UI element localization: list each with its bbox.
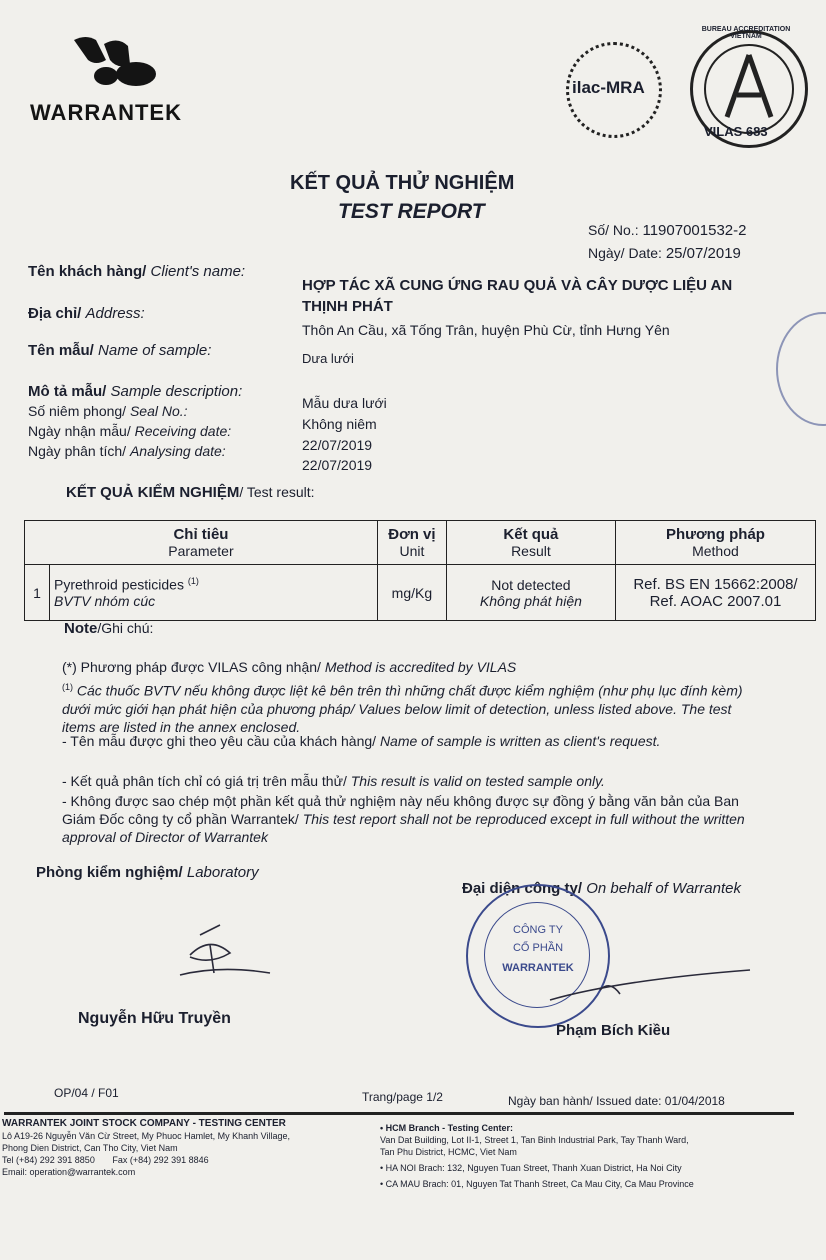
field-value-receiving: 22/07/2019 xyxy=(302,437,373,453)
lab-signature-icon xyxy=(150,915,290,995)
result-heading-en: / Test result: xyxy=(239,484,315,500)
note-5: - Không được sao chép một phần kết quả thử nghiệm này nếu không được sự đồng ý bằng văn bản của Ban Giám Đốc công ty cổ phần Warrantek/ This test report shall not be reproduced except in full without the written approval of Director of Warrantek xyxy=(62,793,745,845)
notes-heading-en: /Ghi chú: xyxy=(97,620,154,636)
header-result: Kết quả Result xyxy=(446,521,615,565)
notes-heading-vn: Note xyxy=(64,620,98,637)
footer-branches: • HCM Branch - Testing Center: Van Dat Building, Lot II-1, Street 1, Tan Binh Industrial Park, Tay Thanh Ward, Tan Phu District, HCMC, Viet Nam • HA NOI Brach: 132, Nguyen Tuan Street, Thanh Xuan District, Ha Noi City • CA MAU Brach: 01, Nguyen Tat Thanh Street, Ca Mau City, Ca Mau Province xyxy=(380,1123,694,1189)
notes-heading xyxy=(64,620,153,637)
field-label-analysing: Ngày phân tích/ Analysing date: xyxy=(28,443,226,459)
report-number-label: Số/ No.: xyxy=(588,222,639,238)
field-label-client: Tên khách hàng/ Client's name: xyxy=(28,263,246,280)
note-3: - Tên mẫu được ghi theo yêu cầu của khách hàng/ Name of sample is written as client's request. xyxy=(62,733,661,749)
field-value-seal: Không niêm xyxy=(302,416,377,432)
rep-label: Đại diện công ty/ On behalf of Warrantek xyxy=(462,880,741,897)
header-unit: Đơn vị Unit xyxy=(377,521,446,565)
rep-signer-name: Phạm Bích Kiều xyxy=(556,1022,671,1039)
field-label-address: Địa chỉ/ Address: xyxy=(28,305,145,322)
result-heading xyxy=(66,484,315,501)
page-number: Trang/page 1/2 xyxy=(362,1090,443,1104)
footer-rule xyxy=(4,1112,794,1115)
field-value-client: HỢP TÁC XÃ CUNG ỨNG RAU QUẢ VÀ CÂY DƯỢC LIỆU AN xyxy=(302,277,733,294)
row-number: 1 xyxy=(25,565,50,621)
row-method: Ref. BS EN 15662:2008/ Ref. AOAC 2007.01 xyxy=(615,565,815,621)
field-label-receiving: Ngày nhận mẫu/ Receiving date: xyxy=(28,423,232,439)
report-number xyxy=(588,222,746,239)
field-value-address: Thôn An Cầu, xã Tống Trân, huyện Phù Cừ, tỉnh Hưng Yên xyxy=(302,322,670,338)
header-method: Phương pháp Method xyxy=(615,521,815,565)
ilac-mra-text: ilac-MRA xyxy=(572,78,645,97)
form-code: OP/04 / F01 xyxy=(54,1086,119,1100)
footer-company: WARRANTEK JOINT STOCK COMPANY - TESTING CENTER Lô A19-26 Nguyễn Văn Cừ Street, My Phuoc Hamlet, My Khanh Village, Phong Dien District, Can Tho City, Viet Nam Tel (+84) 292 391 8850 Fax (+84) 292 391 8846 Email: operation@warrantek.com xyxy=(2,1118,291,1177)
rep-signature-icon xyxy=(540,960,760,1010)
report-date xyxy=(588,245,741,262)
edge-stamp xyxy=(776,312,826,426)
result-heading-vn: KẾT QUẢ KIỂM NGHIỆM xyxy=(66,484,240,501)
issued-date: Ngày ban hành/ Issued date: 01/04/2018 xyxy=(508,1094,725,1108)
lab-signer-name: Nguyễn Hữu Truyền xyxy=(78,1010,231,1027)
field-label-seal: Số niêm phong/ Seal No.: xyxy=(28,403,188,419)
report-number-value: 11907001532-2 xyxy=(642,222,747,239)
stamp-line-2: CỔ PHẦN xyxy=(512,942,564,954)
report-date-value: 25/07/2019 xyxy=(665,245,741,262)
stamp-line-3: WARRANTEK xyxy=(502,962,574,974)
row-parameter: Pyrethroid pesticides $^{(1)}$ BVTV nhóm cúc xyxy=(50,565,378,621)
note-1: (*) Phương pháp được VILAS công nhận/ Method is accredited by VILAS xyxy=(62,659,517,675)
stamp-line-1: CÔNG TY xyxy=(513,924,563,936)
vilas-seal-text: BUREAU ACCREDITATION VIETNAM xyxy=(701,26,791,40)
warrantek-logo-icon xyxy=(66,30,166,90)
report-date-label: Ngày/ Date: xyxy=(588,245,662,261)
results-table xyxy=(24,520,816,621)
row-result: Not detected Không phát hiện xyxy=(446,565,615,621)
header-parameter: Chỉ tiêu Parameter xyxy=(25,521,378,565)
field-label-sample-name: Tên mẫu/ Name of sample: xyxy=(28,342,212,359)
note-2: $^{(1)}$ Các thuốc BVTV nếu không được liệt kê bên trên thì những chất được kiểm nghiệm (như phụ lục đính kèm) dưới mức giới hạn phát hiện của phương pháp/ Values below limit of detection, unless listed above. The test items are listed in the annex enclosed. xyxy=(62,682,743,735)
table-row xyxy=(25,565,816,621)
table-header-row xyxy=(25,521,816,565)
field-value-analysing: 22/07/2019 xyxy=(302,457,373,473)
title-en: TEST REPORT xyxy=(338,200,485,223)
row-unit: mg/Kg xyxy=(377,565,446,621)
field-label-sample-desc: Mô tả mẫu/ Sample description: xyxy=(28,383,243,400)
vilas-code: VILAS 683 xyxy=(704,124,768,139)
lab-label: Phòng kiểm nghiệm/ Laboratory xyxy=(36,864,259,881)
title-vn: KẾT QUẢ THỬ NGHIỆM xyxy=(290,172,515,194)
field-value-sample-name: Dưa lưới xyxy=(302,351,354,366)
field-value-sample-desc: Mẫu dưa lưới xyxy=(302,395,387,411)
note-4: - Kết quả phân tích chỉ có giá trị trên mẫu thử/ This result is valid on tested sample only. xyxy=(62,773,605,789)
field-value-client-cont: THỊNH PHÁT xyxy=(302,298,393,315)
company-logo-text: WARRANTEK xyxy=(30,100,182,125)
